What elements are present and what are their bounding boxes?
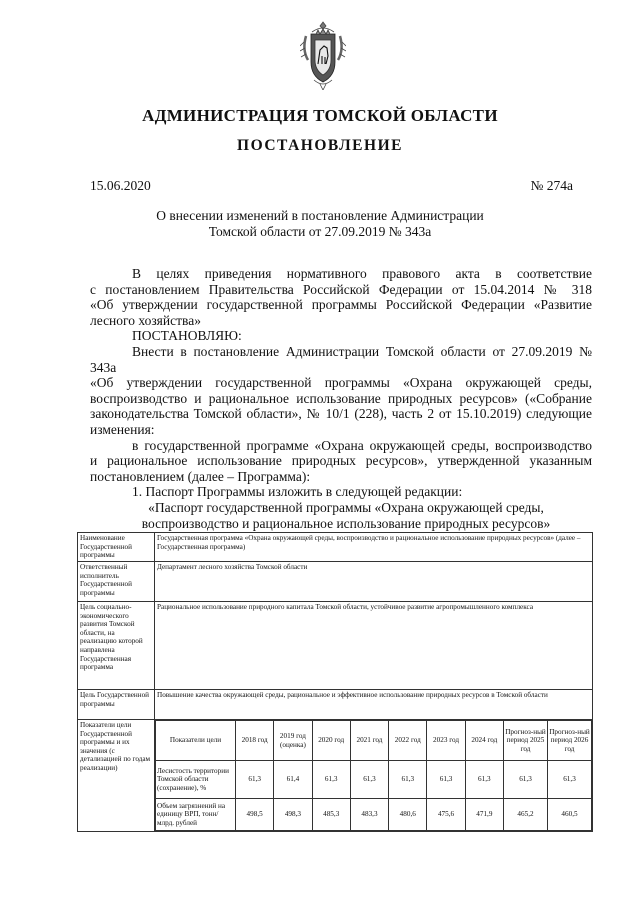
indicator-value: 61,3 (350, 761, 388, 799)
indicator-value: 61,4 (274, 761, 312, 799)
header-cell: 2019 год (оценка) (274, 721, 312, 761)
indicator-value: 485,3 (312, 799, 350, 831)
row-label: Цель социально-экономического развития Томской области, на реализацию которой направлена Государственная программа (78, 602, 155, 690)
paragraph-line: Внести в постановление Администрации Томской области от 27.09.2019 № 343а (90, 343, 592, 375)
header-cell: 2020 год (312, 721, 350, 761)
subject-line: О внесении изменений в постановление Администрации (156, 208, 484, 223)
indicator-value: 61,3 (548, 761, 592, 799)
header-cell: Показатели цели (156, 721, 236, 761)
row-value: Рациональное использование природного капитала Томской области, устойчивое развитие агропромышленного комплекса (155, 602, 593, 690)
indicator-row (156, 799, 592, 831)
indicator-value: 460,5 (548, 799, 592, 831)
paragraph-line: изменения: (90, 421, 155, 437)
indicator-value: 498,5 (236, 799, 274, 831)
header-cell: 2022 год (389, 721, 427, 761)
header-cell: 2018 год (236, 721, 274, 761)
table-row (78, 690, 593, 720)
document-number: № 274а (530, 178, 573, 193)
table-row (78, 720, 593, 832)
document-subject (150, 208, 490, 240)
paragraph-line: воспроизводство и рациональное использование природных ресурсов» («Собрание (90, 390, 592, 406)
indicator-value: 61,3 (236, 761, 274, 799)
paragraph-line: В целях приведения нормативного правового акта в соответствие (132, 266, 592, 281)
paragraph-line: в государственной программе «Охрана окружающей среды, воспроизводство (132, 437, 592, 453)
paragraph-line: с постановлением Правительства Российской Федерации от 15.04.2014 № 318 (90, 281, 592, 297)
header-cell: Прогноз-ный период 2025 год (504, 721, 548, 761)
indicator-row (156, 761, 592, 799)
paragraph-line: «Паспорт государственной программы «Охрана окружающей среды, (148, 499, 544, 515)
paragraph-line: «Об утверждении государственной программы «Охрана окружающей среды, (90, 375, 592, 391)
indicators-header-row (156, 721, 592, 761)
paragraph-line: и рациональное использование природных ресурсов», утвержденной указанным (90, 453, 592, 469)
document-date: 15.06.2020 (90, 178, 151, 193)
indicator-value: 61,3 (504, 761, 548, 799)
row-label: Наименование Государственной программы (78, 533, 155, 562)
table-row (78, 533, 593, 562)
indicator-value: 475,6 (427, 799, 465, 831)
indicator-value: 465,2 (504, 799, 548, 831)
document-type: ПОСТАНОВЛЕНИЕ (237, 137, 403, 154)
table-row (78, 562, 593, 602)
header-cell: 2021 год (350, 721, 388, 761)
paragraph-line: ПОСТАНОВЛЯЮ: (132, 328, 242, 344)
header-cell: 2023 год (427, 721, 465, 761)
row-label: Цель Государственной программы (78, 690, 155, 720)
indicators-cell (155, 720, 593, 832)
indicator-name: Лесистость территории Томской области (сохранение), % (156, 761, 236, 799)
paragraph-line: 1. Паспорт Программы изложить в следующей редакции: (132, 484, 463, 500)
row-label: Показатели цели Государственной программы и их значения (с детализацией по годам реализации) (78, 720, 155, 832)
indicator-value: 61,3 (389, 761, 427, 799)
program-passport-table (77, 532, 593, 832)
indicator-value: 498,3 (274, 799, 312, 831)
organization-title: АДМИНИСТРАЦИЯ ТОМСКОЙ ОБЛАСТИ (142, 106, 498, 125)
header-cell: 2024 год (465, 721, 503, 761)
paragraph-line: лесного хозяйства» (90, 312, 201, 328)
indicators-table (155, 720, 592, 831)
paragraph-line: «Об утверждении государственной программы Российской Федерации «Развитие (90, 297, 592, 313)
paragraph-line: постановлением (далее – Программа): (90, 468, 311, 484)
paragraph-line: воспроизводство и рациональное использование природных ресурсов» (141, 515, 551, 531)
paragraph-line: законодательства Томской области», № 10/1 (228), часть 2 от 15.10.2019) следующие (90, 406, 592, 422)
indicator-value: 61,3 (312, 761, 350, 799)
row-value: Государственная программа «Охрана окружающей среды, воспроизводство и рациональное использование природных ресурсов» (далее – Государственная программа) (155, 533, 593, 562)
indicator-value: 471,9 (465, 799, 503, 831)
header-cell: Прогноз-ный период 2026 год (548, 721, 592, 761)
table-row (78, 602, 593, 690)
indicator-value: 61,3 (427, 761, 465, 799)
indicator-value: 483,3 (350, 799, 388, 831)
indicator-value: 480,6 (389, 799, 427, 831)
row-label: Ответственный исполнитель Государственной программы (78, 562, 155, 602)
document-body (90, 266, 592, 531)
coat-of-arms-emblem (300, 20, 346, 90)
subject-line: Томской области от 27.09.2019 № 343а (208, 224, 432, 239)
indicator-name: Объем загрязнений на единицу ВРП, тонн/млрд. рублей (156, 799, 236, 831)
row-value: Повышение качества окружающей среды, рациональное и эффективное использование природных ресурсов в Томской области (155, 690, 593, 720)
row-value: Департамент лесного хозяйства Томской области (155, 562, 593, 602)
indicator-value: 61,3 (465, 761, 503, 799)
